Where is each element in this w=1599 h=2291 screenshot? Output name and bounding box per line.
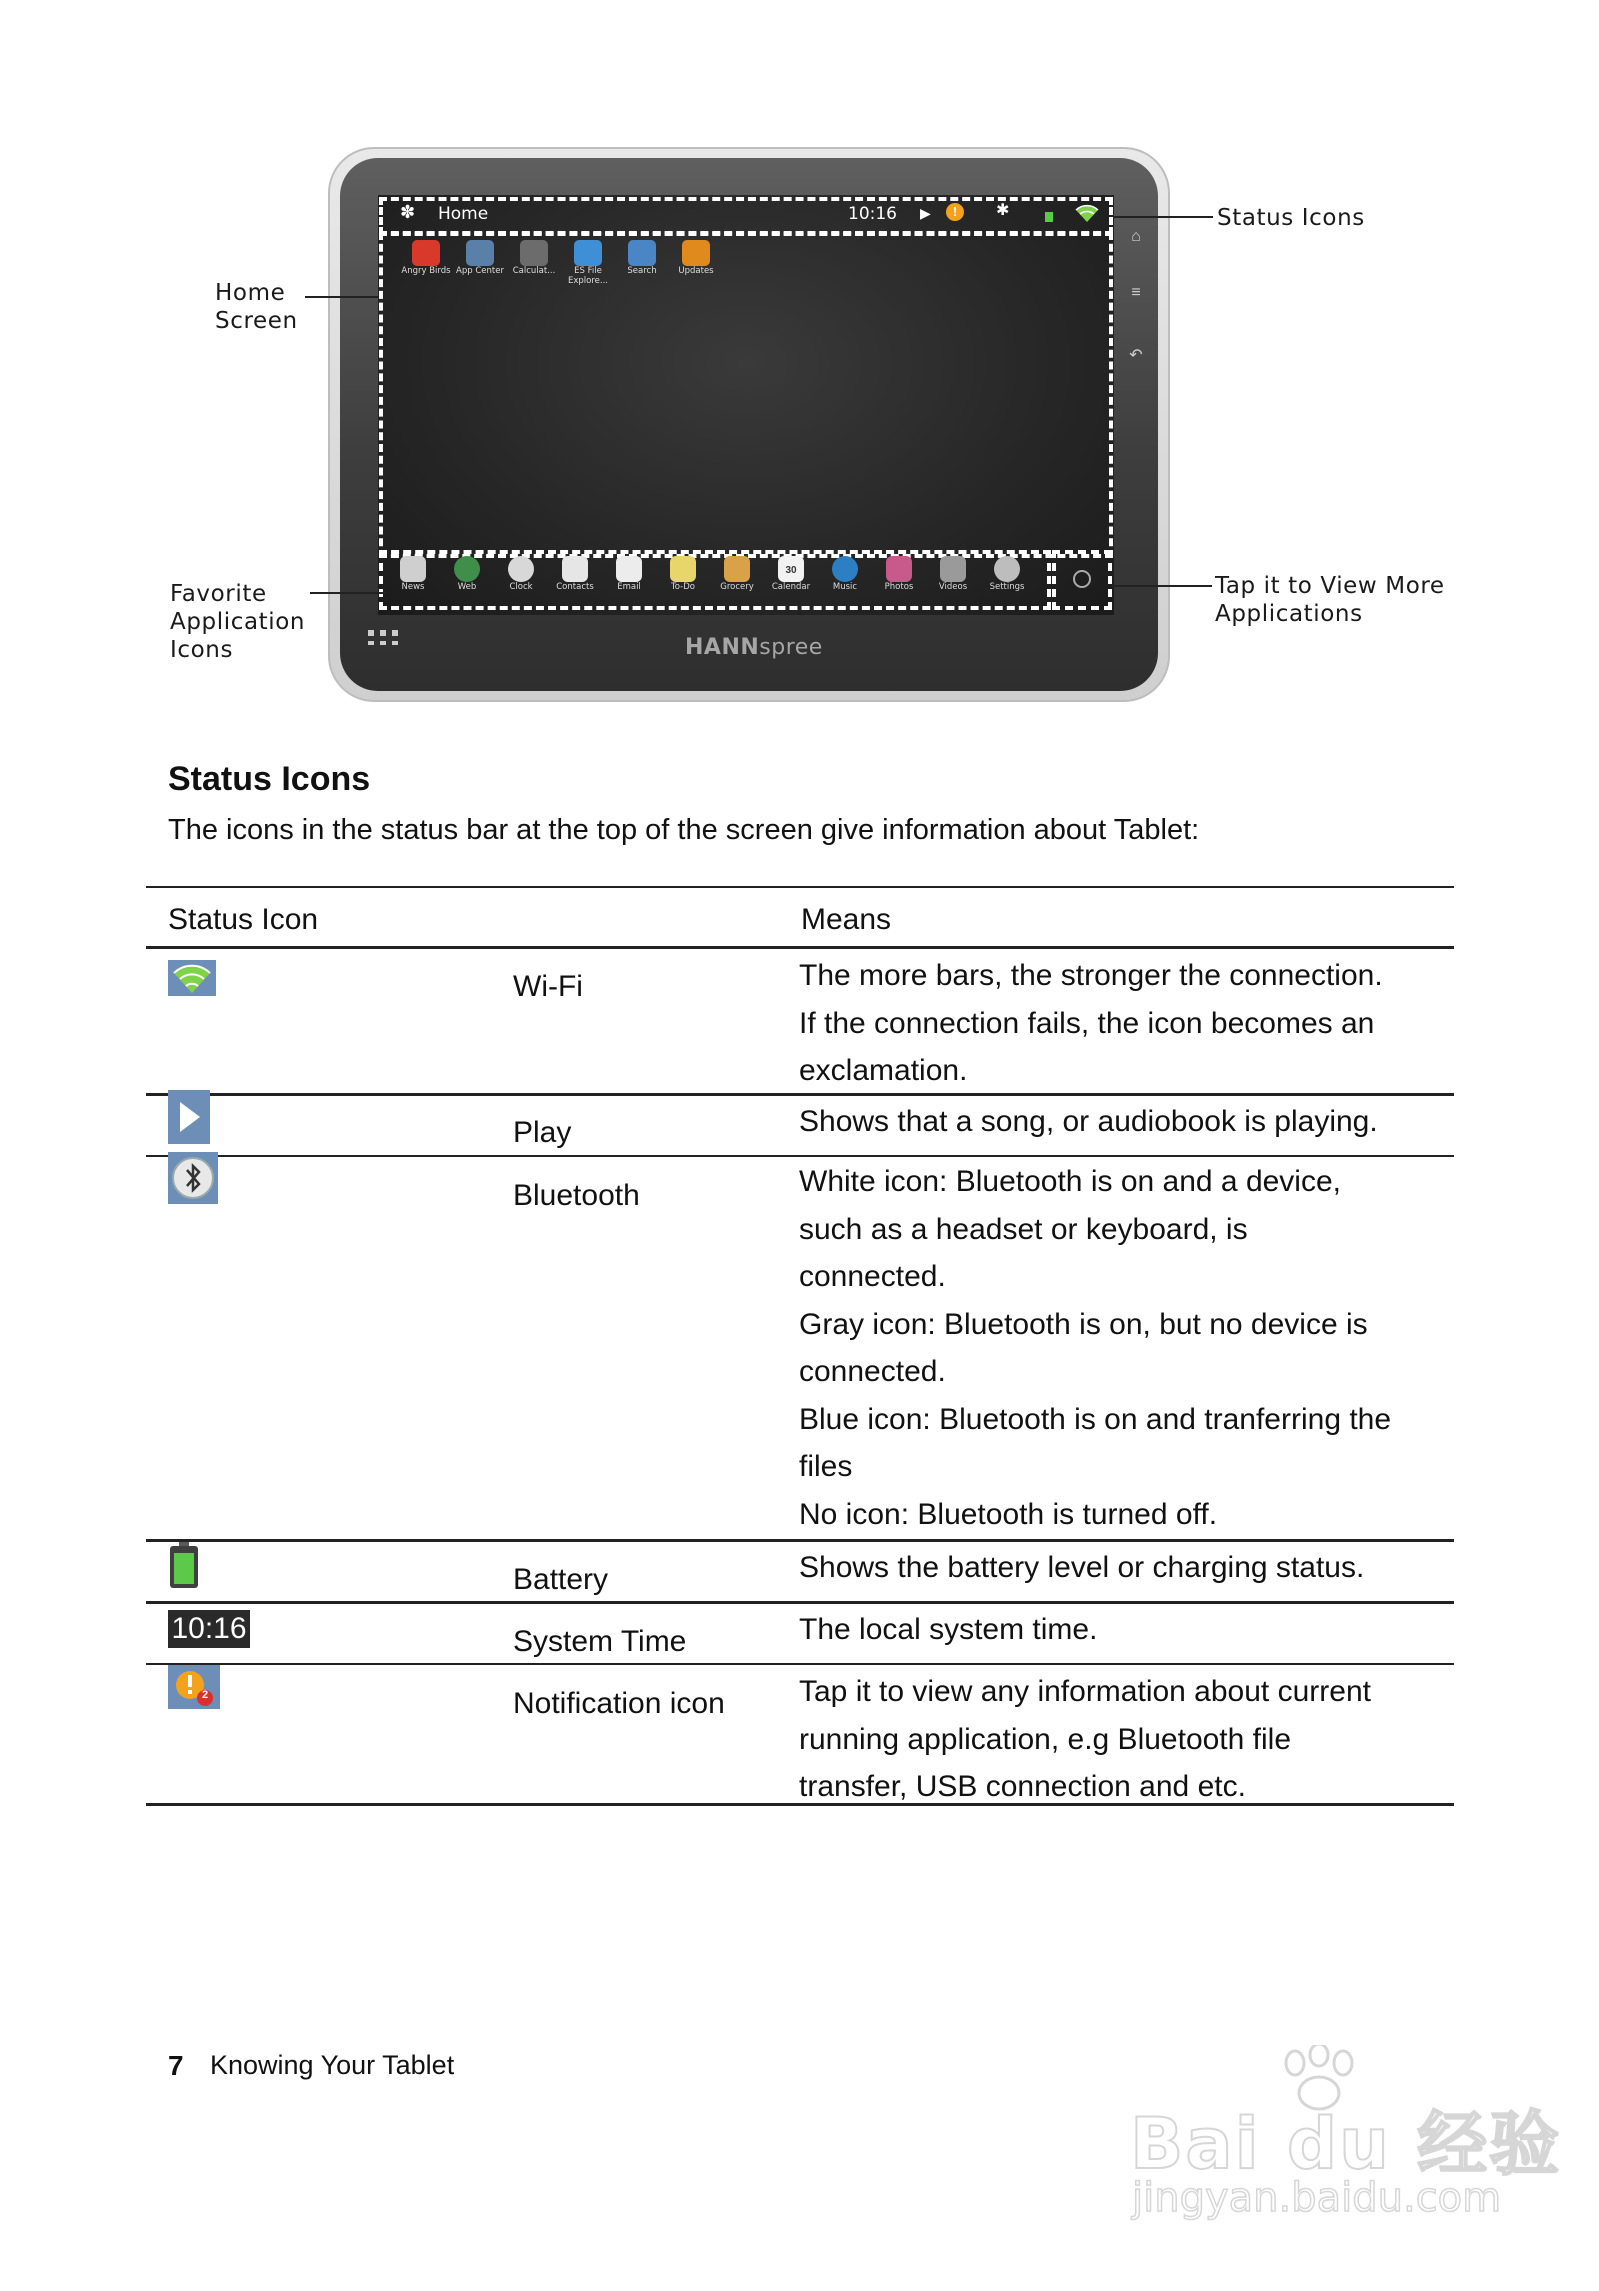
table-top-rule: [146, 886, 1454, 888]
row-means-wifi: The more bars, the stronger the connection. If the connection fails, the icon becomes an exclamation.: [799, 959, 1383, 1087]
row-rule: [146, 1601, 1454, 1604]
row-means-play: Shows that a song, or audiobook is playing.: [799, 1105, 1378, 1138]
leader-line: [1112, 585, 1212, 587]
favorite-label: Music: [832, 582, 858, 592]
clock-icon: [508, 556, 534, 582]
wifi-icon: [168, 960, 216, 996]
row-name-play: Play: [513, 1116, 572, 1149]
tablet-status-time: 10:16: [848, 204, 897, 224]
status-bar-highlight: [379, 197, 1113, 235]
favorite-label: Grocery: [720, 582, 754, 592]
notification-badge: 2: [201, 1689, 209, 1701]
status-bluetooth-icon: ✱: [996, 202, 1010, 219]
leader-line: [1113, 216, 1213, 218]
app-search[interactable]: [614, 240, 670, 276]
favorites-bar: [386, 556, 1046, 606]
section-intro: The icons in the status bar at the top of the screen give information about Tablet:: [168, 814, 1200, 846]
favorite-label: Web: [457, 582, 477, 592]
page-section-name: Knowing Your Tablet: [210, 2050, 455, 2080]
app-calculator[interactable]: [506, 240, 562, 276]
battery-icon: [168, 1541, 200, 1589]
favorite-contacts[interactable]: [548, 556, 602, 592]
settings-icon: [994, 556, 1020, 582]
tablet-status-title: Home: [438, 204, 489, 224]
bluetooth-icon: [168, 1152, 218, 1204]
app-label: Updates: [678, 266, 714, 276]
row-name-battery: Battery: [513, 1563, 609, 1596]
app-label: ES File Explore...: [567, 266, 608, 286]
app-label: App Center: [456, 266, 504, 276]
watermark-url: jingyan.baidu.com: [1132, 2175, 1502, 2221]
home-app-grid: [398, 240, 728, 300]
contacts-icon: [562, 556, 588, 582]
callout-favorite-icons: Favorite Application Icons: [170, 581, 306, 663]
section-title: Status Icons: [168, 760, 371, 798]
system-time-icon: 10:16: [168, 1610, 250, 1648]
play-icon: [168, 1090, 210, 1144]
app-es-file-explorer[interactable]: [560, 240, 616, 286]
videos-icon: [940, 556, 966, 582]
updates-icon: [682, 240, 710, 266]
app-label: Calculat...: [512, 266, 556, 276]
todo-icon: [670, 556, 696, 582]
calendar-icon: 30: [778, 556, 804, 582]
app-label: Angry Birds: [401, 266, 451, 276]
table-header-means: Means: [801, 903, 892, 936]
back-button-icon[interactable]: ↶: [1129, 347, 1143, 364]
row-means-bluetooth: White icon: Bluetooth is on and a device, such as a headset or keyboard, is connected. Gray icon: Bluetooth is on, but no device is connected. Blue icon: Bluetooth is on and tranferring the files No icon: Bluetooth is turned off.: [799, 1165, 1392, 1531]
favorite-photos[interactable]: [872, 556, 926, 592]
callout-more-apps: Tap it to View More Applications: [1215, 573, 1445, 627]
favorite-email[interactable]: [602, 556, 656, 592]
row-name-notification: Notification icon: [513, 1687, 725, 1720]
email-icon: [616, 556, 642, 582]
row-means-battery: Shows the battery level or charging status.: [799, 1551, 1365, 1584]
leader-line: [305, 296, 379, 298]
photos-icon: [886, 556, 912, 582]
web-icon: [454, 556, 480, 582]
app-updates[interactable]: [668, 240, 724, 276]
favorite-news[interactable]: [386, 556, 440, 592]
row-name-system-time: System Time: [513, 1625, 687, 1658]
table-bottom-rule: [146, 1803, 1454, 1806]
es-file-explorer-icon: [574, 240, 602, 266]
favorite-grocery[interactable]: [710, 556, 764, 592]
home-logo-icon: ✽: [400, 202, 416, 222]
app-angry-birds[interactable]: [398, 240, 454, 276]
callout-status-icons: Status Icons: [1217, 205, 1365, 231]
watermark-text: Bai du 经验: [1130, 2103, 1562, 2185]
brand-logo: HANNspree: [685, 635, 823, 660]
favorite-web[interactable]: [440, 556, 494, 592]
favorite-label: Photos: [884, 582, 914, 592]
angry-birds-icon: [412, 240, 440, 266]
calculator-icon: [520, 240, 548, 266]
app-drawer-icon[interactable]: [1073, 570, 1091, 588]
row-name-bluetooth: Bluetooth: [513, 1179, 640, 1212]
leader-line: [310, 592, 386, 594]
status-notification-icon: !: [946, 203, 964, 221]
table-header-icon: Status Icon: [168, 903, 319, 936]
row-rule: [146, 1155, 1454, 1157]
favorite-todo[interactable]: [656, 556, 710, 592]
home-button-icon[interactable]: ⌂: [1131, 228, 1141, 245]
favorite-label: Contacts: [556, 582, 594, 592]
row-rule: [146, 1663, 1454, 1665]
favorite-label: News: [401, 582, 425, 592]
row-name-wifi: Wi-Fi: [513, 970, 583, 1003]
favorite-music[interactable]: [818, 556, 872, 592]
favorite-label: Clock: [509, 582, 533, 592]
app-label: Search: [627, 266, 657, 276]
favorite-settings[interactable]: [980, 556, 1034, 592]
app-center-icon: [466, 240, 494, 266]
row-means-system-time: The local system time.: [799, 1613, 1098, 1646]
grocery-icon: [724, 556, 750, 582]
notification-icon: [168, 1665, 220, 1709]
menu-button-icon[interactable]: ≡: [1131, 284, 1141, 301]
favorite-label: Email: [617, 582, 641, 592]
callout-home-screen: Home Screen: [215, 280, 298, 334]
music-icon: [832, 556, 858, 582]
row-rule: [146, 1093, 1454, 1096]
app-app-center[interactable]: [452, 240, 508, 276]
row-means-notification: Tap it to view any information about current running application, e.g Bluetooth file transfer, USB connection and etc.: [799, 1675, 1371, 1803]
status-play-icon: ▶: [920, 205, 931, 221]
favorite-label: To-Do: [671, 582, 695, 592]
page-number: 7: [168, 2050, 184, 2081]
favorite-label: Calendar: [771, 582, 811, 592]
table-header-rule: [146, 946, 1454, 949]
favorite-videos[interactable]: [926, 556, 980, 592]
news-icon: [400, 556, 426, 582]
row-rule: [146, 1539, 1454, 1542]
favorite-label: Settings: [989, 582, 1025, 592]
favorite-label: Videos: [938, 582, 968, 592]
indicator-lights-icon: [368, 630, 406, 648]
favorite-clock[interactable]: [494, 556, 548, 592]
search-icon: [628, 240, 656, 266]
favorite-calendar[interactable]: [764, 556, 818, 592]
